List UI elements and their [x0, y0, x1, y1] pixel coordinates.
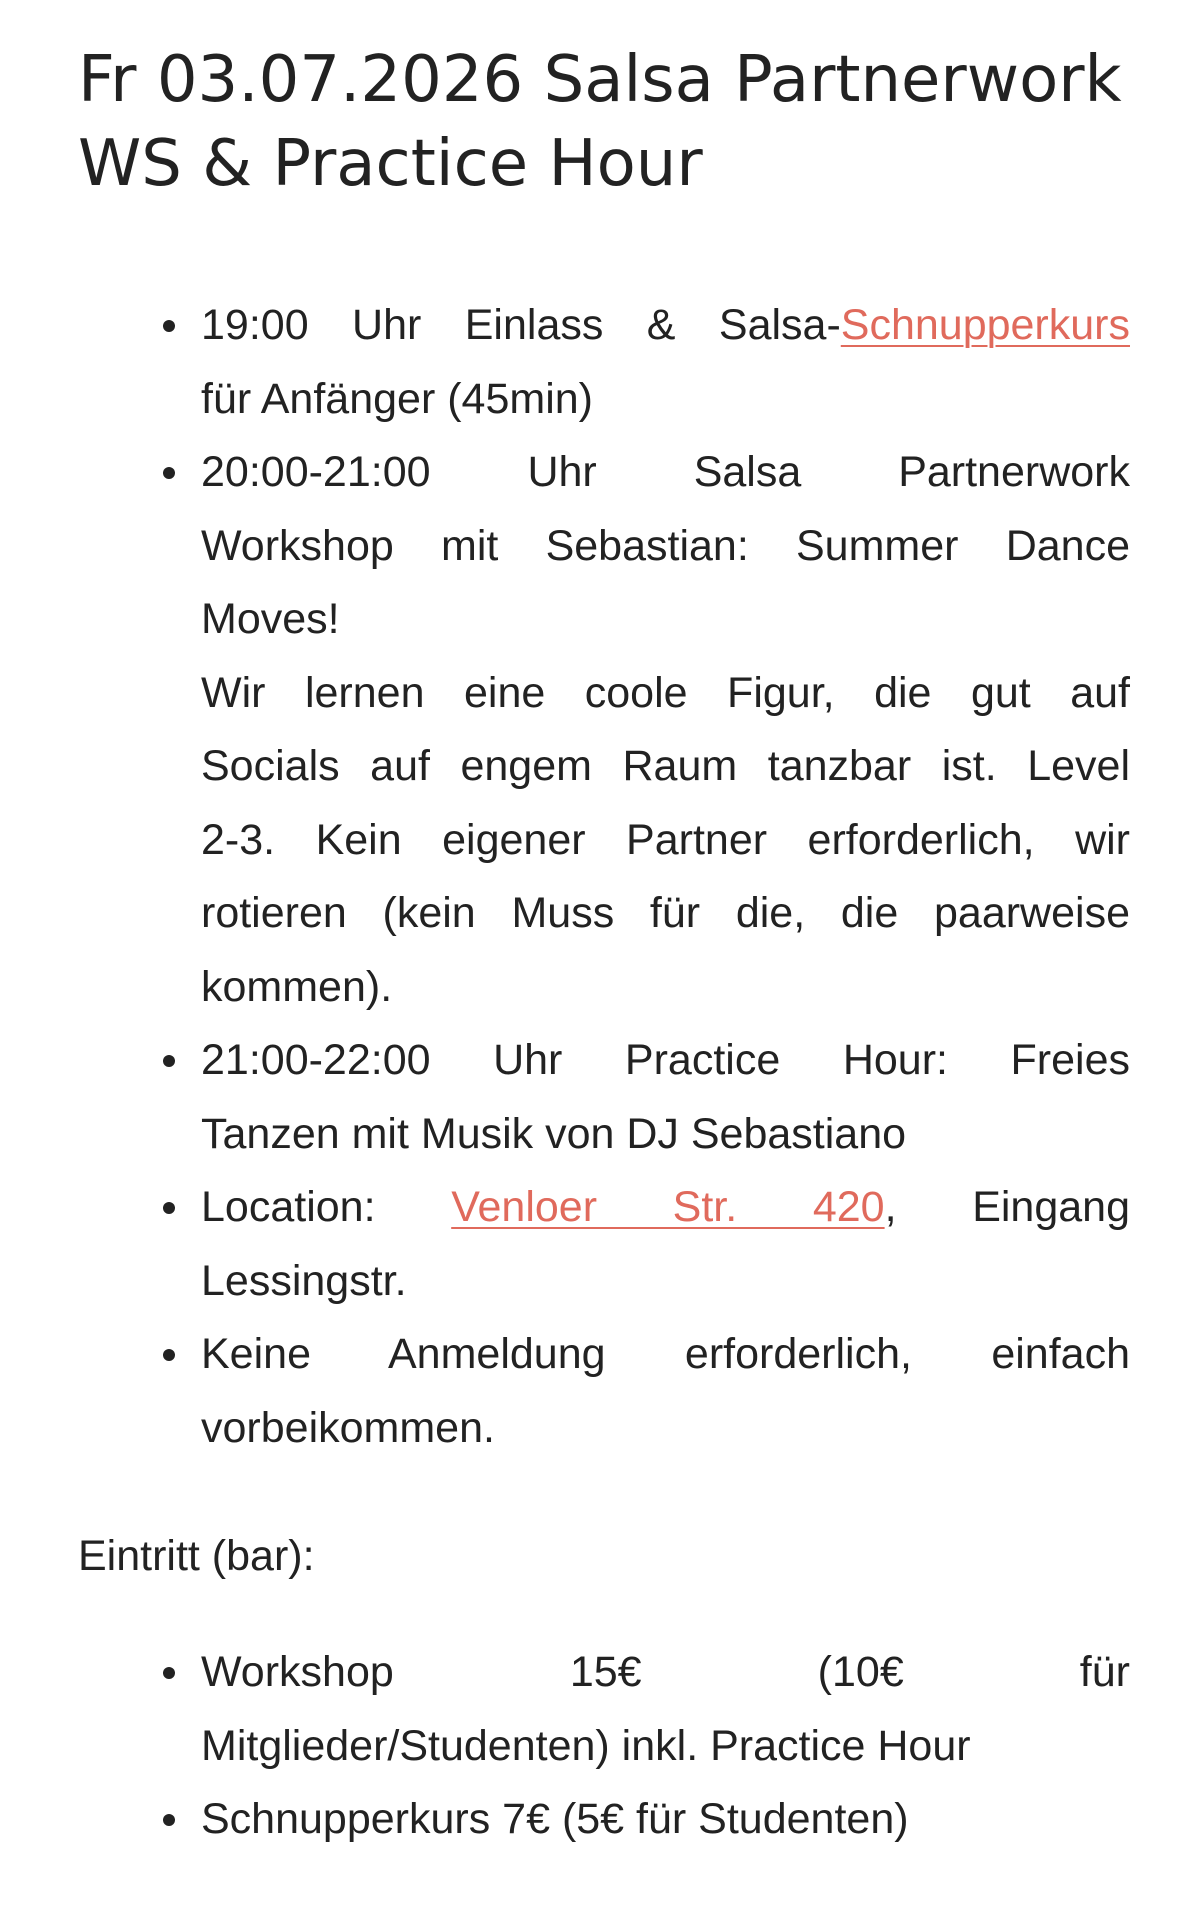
schedule-item-arrival-line-1	[201, 289, 1130, 363]
practice-line-2: Tanzen mit Musik von DJ Sebastiano	[201, 1109, 907, 1158]
workshop-line-3: Moves!	[201, 595, 340, 643]
workshop-line-7: rotieren (kein Muss für die, die paarweise	[201, 889, 1130, 937]
workshop-line-8: kommen).	[201, 962, 393, 1011]
price-item-workshop	[78, 1636, 1130, 1783]
location-label: Location:	[201, 1183, 376, 1231]
registration-line-1: Keine Anmeldung erforderlich, einfach	[201, 1330, 1130, 1378]
page-title	[78, 38, 1138, 206]
title-line-2: WS & Practice Hour	[78, 127, 703, 201]
schedule-item-arrival	[78, 289, 1130, 436]
entry-fee-label: Eintritt (bar):	[78, 1532, 315, 1580]
workshop-line-1: 20:00-21:00 Uhr Salsa Partnerwork	[201, 448, 1130, 496]
schedule-item-arrival-line-2: für Anfänger (45min)	[201, 374, 593, 423]
workshop-line-4: Wir lernen eine coole Figur, die gut auf	[201, 668, 1130, 717]
location-line-1	[201, 1171, 1130, 1245]
price-workshop-line-2: Mitglieder/Studenten) inkl. Practice Hour	[201, 1721, 971, 1770]
schedule-item-registration	[78, 1318, 1130, 1465]
registration-line-2: vorbeikommen.	[201, 1403, 495, 1452]
workshop-line-5: Socials auf engem Raum tanzbar ist. Level	[201, 742, 1130, 790]
practice-line-1: 21:00-22:00 Uhr Practice Hour: Freies	[201, 1036, 1130, 1084]
workshop-line-2: Workshop mit Sebastian: Summer Dance	[201, 521, 1130, 570]
schedule-item-practice-hour	[78, 1024, 1130, 1171]
price-workshop-line-1: Workshop 15€ (10€ für	[201, 1648, 1130, 1696]
price-list	[78, 1636, 1130, 1857]
location-entrance-text: , Eingang	[884, 1183, 1130, 1231]
location-address-link[interactable]: Venloer Str. 420	[451, 1183, 885, 1231]
workshop-line-6: 2-3. Kein eigener Partner erforderlich, wir	[201, 815, 1130, 864]
schedule-item-location	[78, 1171, 1130, 1318]
title-line-1: Fr 03.07.2026 Salsa Partnerwork	[78, 43, 1122, 117]
price-schnupperkurs-line-1: Schnupperkurs 7€ (5€ für Studenten)	[201, 1795, 909, 1843]
price-item-schnupperkurs	[78, 1783, 1130, 1857]
schedule-list	[78, 289, 1130, 1465]
schnupperkurs-link[interactable]: Schnupperkurs	[840, 301, 1130, 349]
schedule-item-workshop	[78, 436, 1130, 1024]
location-line-2: Lessingstr.	[201, 1256, 407, 1305]
arrival-text: 19:00 Uhr Einlass & Salsa-	[201, 301, 841, 349]
